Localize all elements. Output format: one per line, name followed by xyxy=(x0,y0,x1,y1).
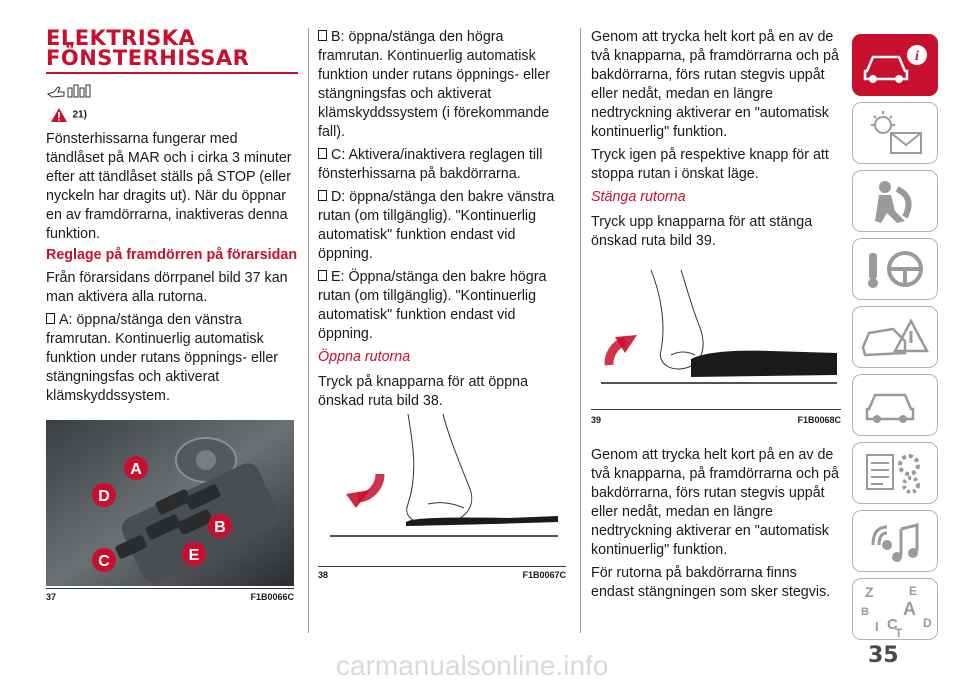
svg-text:A: A xyxy=(903,599,916,619)
label-a: A xyxy=(130,461,142,478)
warning-lights-icon xyxy=(853,103,937,163)
column-2 xyxy=(318,28,570,415)
figure-code: F1B0066C xyxy=(250,592,294,602)
title-rule xyxy=(46,72,298,74)
car-maintenance-icon xyxy=(853,375,937,435)
tab-safety[interactable] xyxy=(852,170,938,232)
bullet-box-icon xyxy=(318,148,327,159)
open-text: Tryck på knapparna för att öppna önskad ruta bild 38. xyxy=(318,374,529,409)
multimedia-icon xyxy=(853,511,937,571)
figure-37 xyxy=(46,420,294,606)
tab-maintenance[interactable] xyxy=(852,374,938,436)
svg-text:T: T xyxy=(895,626,903,639)
label-c: C xyxy=(98,553,110,570)
hand-icon xyxy=(46,82,298,102)
list-item-b: B: öppna/stänga den högra framrutan. Kontinuerlig automatisk funktion under rutans öppnings- eller stängningsfas och aktiverat klämskyddssystem (i förekommande fall). xyxy=(318,29,551,140)
paragraph: Genom att trycka helt kort på en av de två knapparna, på framdörrarna och på bakdörrarna, förs rutan stegvis uppåt eller nedåt, medan en längre nedtryckning aktiverar en "automatisk kontinuerlig" funktion. xyxy=(591,447,839,558)
column-1 xyxy=(46,28,298,410)
figure-code: F1B0067C xyxy=(522,570,566,580)
tab-starting-driving[interactable] xyxy=(852,238,938,300)
press-up-illustration xyxy=(591,255,841,407)
page-number: 35 xyxy=(868,643,899,668)
tab-multimedia[interactable] xyxy=(852,510,938,572)
tab-specifications[interactable] xyxy=(852,442,938,504)
list-item-d: D: öppna/stänga den bakre vänstra rutan (om tillgänglig). "Kontinuerlig automatisk" funktion endast vid öppning. xyxy=(318,189,555,262)
column-3-lower xyxy=(591,446,841,606)
tab-emergency[interactable] xyxy=(852,306,938,368)
specifications-icon xyxy=(853,443,937,503)
list-item-a: A: öppna/stänga den vänstra framrutan. Kontinuerlig automatisk funktion under rutans öppnings- eller stängningsfas och aktiverat klämskyddssystem. xyxy=(46,312,279,404)
safety-icon xyxy=(853,171,937,231)
list-item-e: E: Öppna/stänga den bakre högra rutan (om tillgänglig). "Kontinuerlig automatisk" funktion endast vid öppning. xyxy=(318,269,547,342)
steering-wheel-icon xyxy=(853,239,937,299)
figure-number: 37 xyxy=(46,592,57,602)
svg-text:B: B xyxy=(861,606,869,618)
list-item-c: C: Aktivera/inaktivera reglagen till fönsterhissarna på bakdörrarna. xyxy=(318,147,543,182)
index-icon xyxy=(853,579,937,639)
figure-code: F1B0068C xyxy=(797,415,841,425)
tab-car-info[interactable] xyxy=(852,34,938,96)
bullet-box-icon xyxy=(318,270,327,281)
paragraph: Från förarsidans dörrpanel bild 37 kan man aktivera alla rutorna. xyxy=(46,270,288,305)
svg-text:C: C xyxy=(887,616,898,633)
paragraph: Genom att trycka helt kort på en av de två knapparna, på framdörrarna och på bakdörrarna, förs rutan stegvis uppåt eller nedåt, medan en längre nedtryckning aktiverar en "automatisk kontinuerlig" funktion. xyxy=(591,29,839,140)
label-b: B xyxy=(214,519,226,536)
figure-38 xyxy=(318,404,566,584)
figure-number: 39 xyxy=(591,415,602,425)
door-panel-photo xyxy=(46,420,294,586)
warning-note xyxy=(50,106,298,124)
label-d: D xyxy=(98,488,110,505)
svg-text:i: i xyxy=(915,49,919,64)
paragraph: För rutorna på bakdörrarna finns endast stängningen som sker stegvis. xyxy=(591,565,831,600)
column-3 xyxy=(591,28,841,255)
figure-39 xyxy=(591,255,841,435)
column-divider xyxy=(308,28,309,633)
close-heading: Stänga rutorna xyxy=(591,189,686,205)
intro-paragraph: Fönsterhissarna fungerar med tändlåset på MAR och i cirka 3 minuter efter att tändlåset ställs på STOP (eller nyckeln har dragits ut). När du öppnar en av framdörrarna, inaktiveras denna funktion. xyxy=(46,131,292,242)
label-e: E xyxy=(188,547,200,564)
tab-warning-lights[interactable] xyxy=(852,102,938,164)
section-subheading: Reglage på framdörren på förarsidan xyxy=(46,247,298,263)
watermark: carmanualsonline.info xyxy=(336,650,609,681)
bullet-box-icon xyxy=(318,30,327,41)
figure-number: 38 xyxy=(318,570,329,580)
paragraph: Tryck igen på respektive knapp för att stoppa rutan i önskat läge. xyxy=(591,147,829,182)
car-info-icon xyxy=(853,35,937,95)
warning-ref: 21) xyxy=(72,109,87,121)
tab-index[interactable] xyxy=(852,578,938,640)
press-down-illustration xyxy=(318,404,566,564)
open-heading: Öppna rutorna xyxy=(318,349,411,365)
page-title: ELEKTRISKA FÖNSTERHISSAR xyxy=(46,26,250,70)
bullet-box-icon xyxy=(318,190,327,201)
close-text: Tryck upp knapparna för att stänga önskad ruta bild 39. xyxy=(591,214,813,249)
warning-icon xyxy=(50,107,68,123)
svg-text:Z: Z xyxy=(865,584,874,600)
bullet-box-icon xyxy=(46,313,55,324)
svg-text:E: E xyxy=(909,584,918,598)
svg-text:I: I xyxy=(875,619,879,634)
column-divider xyxy=(580,28,581,633)
svg-text:D: D xyxy=(923,616,932,630)
emergency-icon xyxy=(853,307,937,367)
